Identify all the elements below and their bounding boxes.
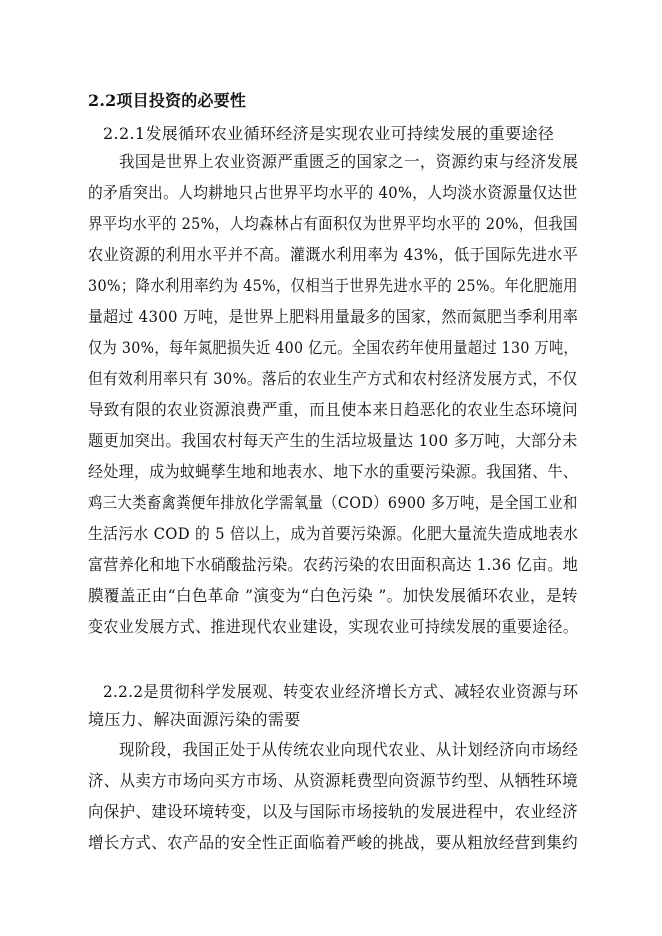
paragraph-line: 现阶段，我国正处于从传统农业向现代农业、从计划经济向市场经	[119, 740, 579, 759]
paragraph-line: 生活污水 COD 的 5 倍以上，成为首要污染源。化肥大量流失造成地表水	[88, 524, 579, 543]
subsection-title-2-2-1: 2.2.1发展循环农业循环经济是实现农业可持续发展的重要途径	[103, 124, 555, 143]
paragraph-line: 我国是世界上农业资源严重匮乏的国家之一，资源约束与经济发展	[119, 152, 579, 171]
paragraph-line: 题更加突出。我国农村每天产生的生活垃圾量达 100 多万吨，大部分未	[88, 431, 578, 450]
subsection-title-2-2-2-continued: 境压力、解决面源污染的需要	[88, 710, 301, 729]
paragraph-line: 富营养化和地下水硝酸盐污染。农药污染的农田面积高达 1.36 亿亩。地	[88, 555, 579, 574]
paragraph-line: 的矛盾突出。人均耕地只占世界平均水平的 40%，人均淡水资源量仅达世	[88, 183, 578, 202]
paragraph-line: 农业资源的利用水平并不高。灌溉水利用率为 43%，低于国际先进水平	[88, 245, 579, 264]
paragraph-line: 但有效利用率只有 30%。落后的农业生产方式和农村经济发展方式，不仅	[88, 369, 578, 388]
paragraph-line: 界平均水平的 25%，人均森林占有面积仅为世界平均水平的 20%，但我国	[88, 214, 578, 233]
subsection-title-2-2-2: 2.2.2是贯彻科学发展观、转变农业经济增长方式、减轻农业资源与环	[103, 682, 579, 701]
paragraph-line: 济、从卖方市场向买方市场、从资源耗费型向资源节约型、从牺牲环境	[88, 771, 578, 790]
paragraph-line: 鸡三大类畜禽粪便年排放化学需氧量（COD）6900 多万吨，是全国工业和	[88, 493, 578, 512]
paragraph-line: 膜覆盖正由“白色革命 ”演变为“白色污染 ”。加快发展循环农业，是转	[88, 586, 578, 605]
paragraph-line: 变农业发展方式、推进现代农业建设，实现农业可持续发展的重要途径。	[88, 617, 579, 636]
paragraph-line: 增长方式、农产品的安全性正面临着严峻的挑战，要从粗放经营到集约	[88, 833, 578, 852]
paragraph-line: 经处理，成为蚊蝇孳生地和地表水、地下水的重要污染源。我国猪、牛、	[88, 462, 579, 481]
paragraph-line: 导致有限的农业资源浪费严重，而且使本来日趋恶化的农业生态环境问	[88, 400, 578, 419]
paragraph-line: 30%；降水利用率约为 45%，仅相当于世界先进水平的 25%。年化肥施用	[88, 276, 578, 295]
section-heading: 2.2项目投资的必要性	[88, 91, 247, 110]
paragraph-line: 向保护、建设环境转变，以及与国际市场接轨的发展进程中，农业经济	[88, 802, 578, 821]
paragraph-line: 量超过 4300 万吨，是世界上肥料用量最多的国家，然而氮肥当季利用率	[88, 307, 579, 326]
paragraph-line: 仅为 30%，每年氮肥损失近 400 亿元。全国农药年使用量超过 130 万吨，	[88, 338, 579, 357]
